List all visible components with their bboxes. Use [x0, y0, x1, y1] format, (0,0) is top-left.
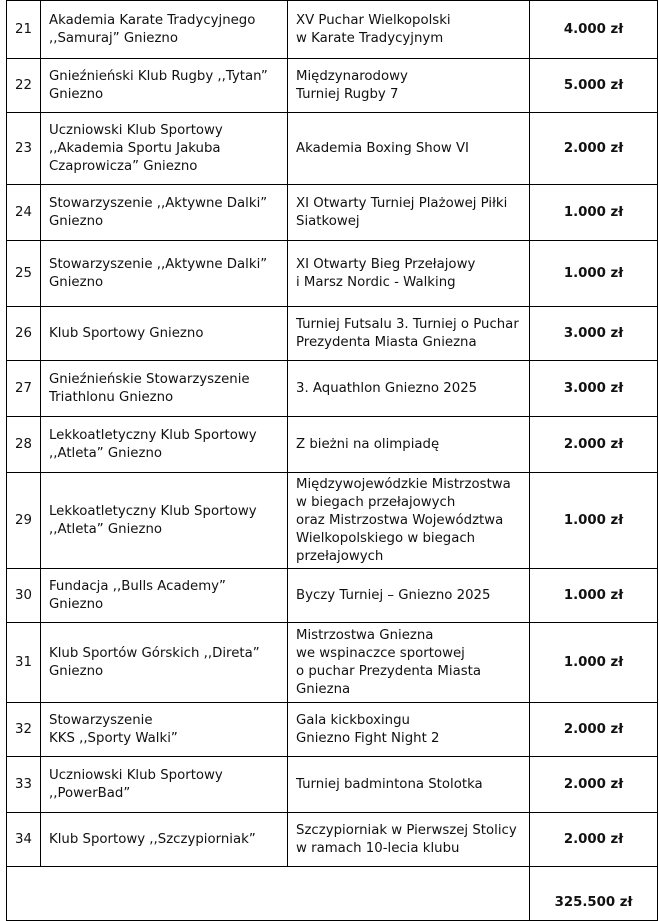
event-name: Gala kickboxingu Gniezno Fight Night 2 — [288, 703, 530, 757]
table-row — [7, 703, 658, 757]
event-name: XI Otwarty Bieg Przełajowy i Marsz Nordic - Walking — [288, 241, 530, 307]
event-name: Szczypiorniak w Pierwszej Stolicy w ramach 10-lecia klubu — [288, 813, 530, 867]
event-name: Międzywojewódzkie Mistrzostwa w biegach przełajowych oraz Mistrzostwa Województwa Wielkopolskiego w biegach przełajowych — [288, 473, 530, 569]
event-name: Mistrzostwa Gniezna we wspinaczce sportowej o puchar Prezydenta Miasta Gniezna — [288, 623, 530, 703]
grant-amount: 2.000 zł — [530, 757, 658, 813]
table-row — [7, 185, 658, 241]
event-name: Międzynarodowy Turniej Rugby 7 — [288, 59, 530, 113]
table-row — [7, 361, 658, 417]
event-name: Turniej Futsalu 3. Turniej o Puchar Prezydenta Miasta Gniezna — [288, 307, 530, 361]
event-name: Akademia Boxing Show VI — [288, 113, 530, 185]
grant-amount: 1.000 zł — [530, 473, 658, 569]
table-row — [7, 241, 658, 307]
row-number: 28 — [7, 417, 41, 473]
table-row — [7, 113, 658, 185]
organization-name: Stowarzyszenie ,,Aktywne Dalki” Gniezno — [41, 241, 288, 307]
grant-amount: 3.000 zł — [530, 307, 658, 361]
event-name: Z bieżni na olimpiadę — [288, 417, 530, 473]
row-number: 30 — [7, 569, 41, 623]
event-name: Turniej badmintona Stolotka — [288, 757, 530, 813]
grant-amount: 1.000 zł — [530, 241, 658, 307]
row-number: 31 — [7, 623, 41, 703]
table-row — [7, 59, 658, 113]
grant-amount: 1.000 zł — [530, 623, 658, 703]
row-number: 34 — [7, 813, 41, 867]
event-name: 3. Aquathlon Gniezno 2025 — [288, 361, 530, 417]
grant-amount: 2.000 zł — [530, 417, 658, 473]
grant-amount: 1.000 zł — [530, 185, 658, 241]
table-row — [7, 569, 658, 623]
organization-name: Uczniowski Klub Sportowy ,,Akademia Sportu Jakuba Czaprowicza” Gniezno — [41, 113, 288, 185]
row-number: 32 — [7, 703, 41, 757]
grant-amount: 1.000 zł — [530, 569, 658, 623]
total-amount: 325.500 zł — [530, 867, 658, 921]
organization-name: Gnieźnieńskie Stowarzyszenie Triathlonu Gniezno — [41, 361, 288, 417]
row-number: 25 — [7, 241, 41, 307]
event-name: XV Puchar Wielkopolski w Karate Tradycyjnym — [288, 1, 530, 59]
table-row — [7, 813, 658, 867]
table-row — [7, 417, 658, 473]
grant-amount: 5.000 zł — [530, 59, 658, 113]
organization-name: Fundacja ,,Bulls Academy” Gniezno — [41, 569, 288, 623]
total-row — [7, 867, 658, 921]
organization-name: Klub Sportowy Gniezno — [41, 307, 288, 361]
table-row — [7, 757, 658, 813]
row-number: 22 — [7, 59, 41, 113]
grant-amount: 4.000 zł — [530, 1, 658, 59]
organization-name: Klub Sportowy ,,Szczypiorniak” — [41, 813, 288, 867]
table-row — [7, 307, 658, 361]
grants-table-body — [7, 1, 658, 921]
organization-name: Akademia Karate Tradycyjnego ,,Samuraj” Gniezno — [41, 1, 288, 59]
organization-name: Stowarzyszenie KKS ,,Sporty Walki” — [41, 703, 288, 757]
organization-name: Gnieźnieński Klub Rugby ,,Tytan” Gniezno — [41, 59, 288, 113]
grant-amount: 2.000 zł — [530, 813, 658, 867]
row-number: 23 — [7, 113, 41, 185]
organization-name: Lekkoatletyczny Klub Sportowy ,,Atleta” Gniezno — [41, 473, 288, 569]
grants-table — [6, 0, 658, 921]
row-number: 26 — [7, 307, 41, 361]
table-row — [7, 1, 658, 59]
total-label-cell — [7, 867, 530, 921]
row-number: 24 — [7, 185, 41, 241]
organization-name: Lekkoatletyczny Klub Sportowy ,,Atleta” Gniezno — [41, 417, 288, 473]
table-row — [7, 473, 658, 569]
organization-name: Uczniowski Klub Sportowy ,,PowerBad” — [41, 757, 288, 813]
row-number: 27 — [7, 361, 41, 417]
row-number: 21 — [7, 1, 41, 59]
grant-amount: 3.000 zł — [530, 361, 658, 417]
organization-name: Stowarzyszenie ,,Aktywne Dalki” Gniezno — [41, 185, 288, 241]
organization-name: Klub Sportów Górskich ,,Direta” Gniezno — [41, 623, 288, 703]
row-number: 29 — [7, 473, 41, 569]
event-name: XI Otwarty Turniej Plażowej Piłki Siatkowej — [288, 185, 530, 241]
grant-amount: 2.000 zł — [530, 113, 658, 185]
table-row — [7, 623, 658, 703]
row-number: 33 — [7, 757, 41, 813]
event-name: Byczy Turniej – Gniezno 2025 — [288, 569, 530, 623]
grant-amount: 2.000 zł — [530, 703, 658, 757]
